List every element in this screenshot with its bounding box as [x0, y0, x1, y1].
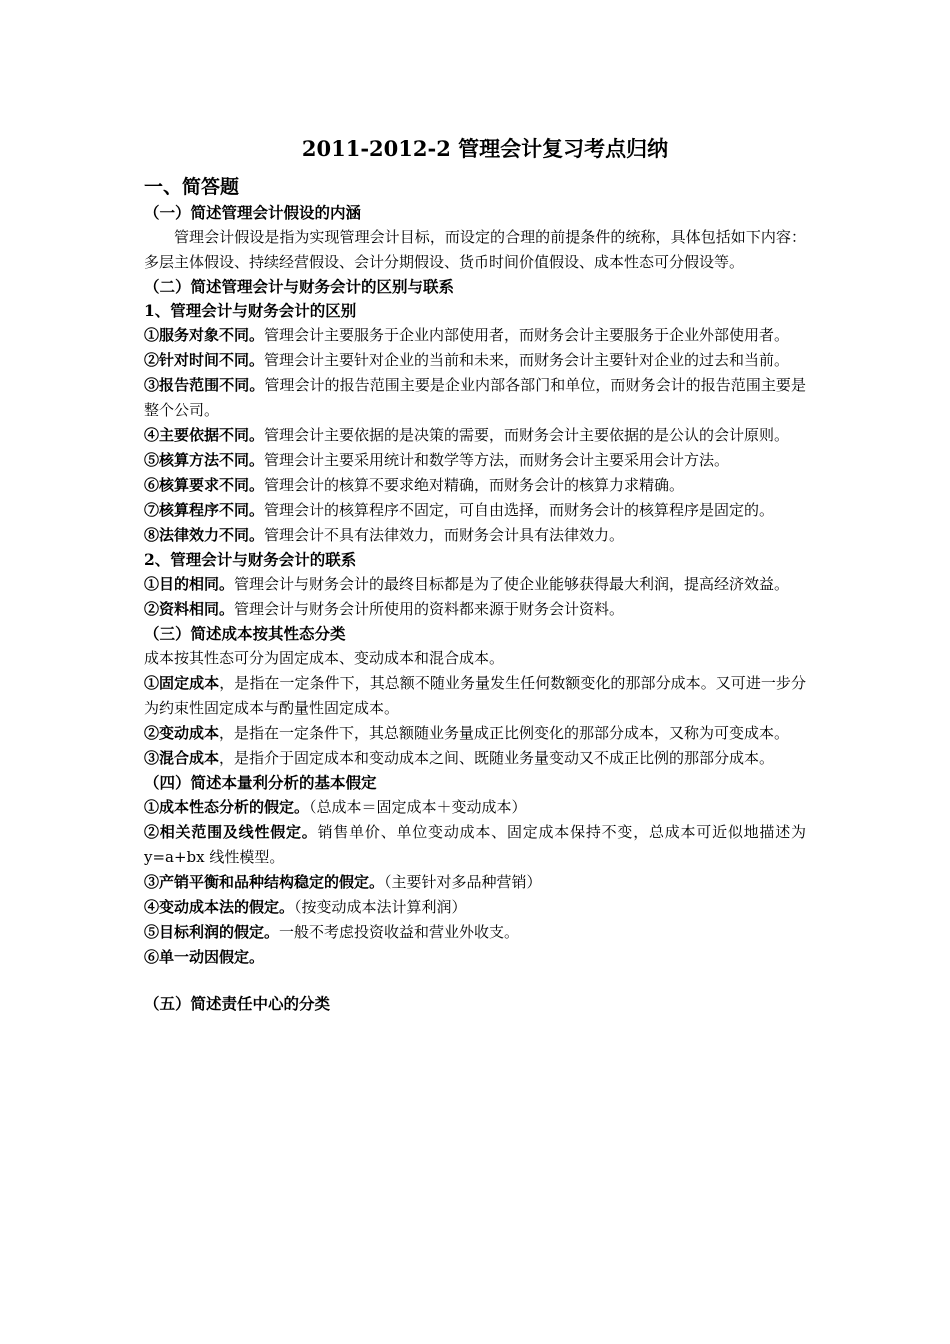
list-item — [144, 448, 806, 473]
item-text: ，是指在一定条件下，其总额不随业务量发生任何数额变化的那部分成本。又可进一步分为约束性固定成本与酌量性固定成本。 — [144, 674, 806, 717]
item-text: 一般不考虑投资收益和营业外收支。 — [279, 923, 520, 941]
item-text: （总成本＝固定成本＋变动成本） — [309, 798, 527, 816]
list-item — [144, 820, 806, 870]
item-lead: ①固定成本 — [144, 674, 220, 692]
item-text: （主要针对多品种营销） — [384, 873, 542, 891]
item-text: 管理会计主要服务于企业内部使用者，而财务会计主要服务于企业外部使用者。 — [264, 326, 790, 344]
list-item — [144, 945, 806, 970]
list-item — [144, 423, 806, 448]
subheading-connections: 2、管理会计与财务会计的联系 — [144, 550, 357, 569]
item-lead: ③报告范围不同。 — [144, 376, 265, 394]
list-item — [144, 597, 806, 622]
document-body — [144, 132, 806, 1016]
item-text: 管理会计与财务会计所使用的资料都来源于财务会计资料。 — [234, 600, 625, 618]
item-lead: ④主要依据不同。 — [144, 426, 265, 444]
item-lead: ①目的相同。 — [144, 575, 235, 593]
item-text: 管理会计与财务会计的最终目标都是为了使企业能够获得最大利润，提高经济效益。 — [234, 575, 790, 593]
item-lead: ③产销平衡和品种结构稳定的假定。 — [144, 873, 385, 891]
item-text: 管理会计不具有法律效力，而财务会计具有法律效力。 — [264, 526, 625, 544]
question-heading-3: （三）简述成本按其性态分类 — [144, 624, 346, 643]
item-text: 销售单价、单位变动成本、固定成本保持不变，总成本可近似地描述为 y=a+bx 线性模型。 — [144, 823, 806, 866]
list-item — [144, 671, 806, 721]
list-item — [144, 473, 806, 498]
item-lead: ②相关范围及线性假定。 — [144, 823, 318, 841]
item-text: 管理会计的核算程序不固定，可自由选择，而财务会计的核算程序是固定的。 — [264, 501, 775, 519]
item-lead: ②针对时间不同。 — [144, 351, 265, 369]
paragraph-cost-intro: 成本按其性态可分为固定成本、变动成本和混合成本。 — [144, 649, 505, 667]
document-title: 2011-2012-2 管理会计复习考点归纳 — [301, 136, 669, 161]
list-item — [144, 920, 806, 945]
list-item — [144, 721, 806, 746]
item-lead: ②变动成本 — [144, 724, 220, 742]
list-item — [144, 348, 806, 373]
item-lead: ②资料相同。 — [144, 600, 235, 618]
item-lead: ④变动成本法的假定。 — [144, 898, 295, 916]
item-text: ，是指在一定条件下，其总额随业务量成正比例变化的那部分成本，又称为可变成本。 — [219, 724, 790, 742]
item-text: ，是指介于固定成本和变动成本之间、既随业务量变动又不成正比例的那部分成本。 — [219, 749, 775, 767]
list-item — [144, 795, 806, 820]
paragraph-assumptions: 管理会计假设是指为实现管理会计目标，而设定的合理的前提条件的统称，具体包括如下内容：多层主体假设、持续经营假设、会计分期假设、货币时间价值假设、成本性态可分假设等。 — [144, 228, 806, 271]
item-lead: ⑧法律效力不同。 — [144, 526, 265, 544]
question-heading-5: （五）简述责任中心的分类 — [144, 994, 331, 1013]
list-item — [144, 572, 806, 597]
item-text: 管理会计主要依据的是决策的需要，而财务会计主要依据的是公认的会计原则。 — [264, 426, 790, 444]
item-lead: ⑥核算要求不同。 — [144, 476, 265, 494]
item-lead: ①成本性态分析的假定。 — [144, 798, 310, 816]
list-item — [144, 323, 806, 348]
item-lead: ⑤核算方法不同。 — [144, 451, 265, 469]
item-text: （按变动成本法计算利润） — [294, 898, 467, 916]
item-lead: ⑦核算程序不同。 — [144, 501, 265, 519]
item-text: 管理会计主要针对企业的当前和未来，而财务会计主要针对企业的过去和当前。 — [264, 351, 790, 369]
item-text: 管理会计的核算不要求绝对精确，而财务会计的核算力求精确。 — [264, 476, 685, 494]
item-lead: ⑤目标利润的假定。 — [144, 923, 280, 941]
list-item — [144, 498, 806, 523]
subheading-differences: 1、管理会计与财务会计的区别 — [144, 301, 357, 320]
item-text: 管理会计的报告范围主要是企业内部各部门和单位，而财务会计的报告范围主要是整个公司。 — [144, 376, 806, 419]
question-heading-1: （一）简述管理会计假设的内涵 — [144, 203, 362, 222]
question-heading-4: （四）简述本量利分析的基本假定 — [144, 773, 377, 792]
list-item — [144, 373, 806, 423]
list-item — [144, 870, 806, 895]
section-heading: 一、简答题 — [144, 176, 240, 198]
list-item — [144, 523, 806, 548]
question-heading-2: （二）简述管理会计与财务会计的区别与联系 — [144, 277, 455, 296]
item-lead: ①服务对象不同。 — [144, 326, 265, 344]
list-item — [144, 895, 806, 920]
blank-line — [144, 970, 806, 992]
list-item — [144, 746, 806, 771]
item-text: 管理会计主要采用统计和数学等方法，而财务会计主要采用会计方法。 — [264, 451, 730, 469]
item-lead: ③混合成本 — [144, 749, 220, 767]
item-lead: ⑥单一动因假定。 — [144, 948, 265, 966]
